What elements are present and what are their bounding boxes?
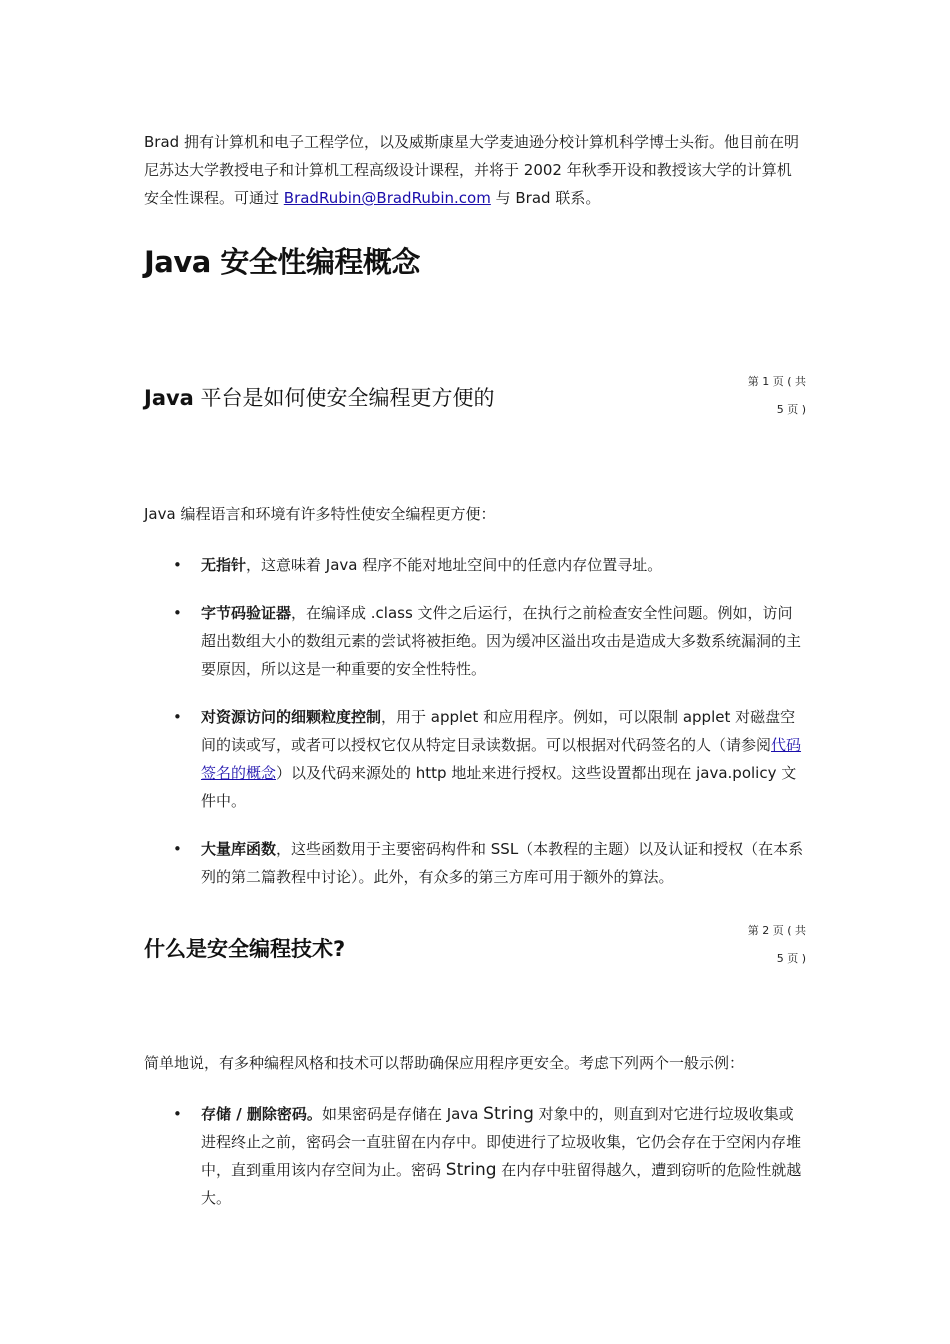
section-1-header bbox=[144, 368, 806, 428]
section-1-title-rest: 平台是如何使安全编程更方便的 bbox=[193, 386, 495, 410]
bullet-term: 无指针 bbox=[201, 556, 247, 574]
page-indicator-line2: 5 页 ) bbox=[776, 952, 806, 965]
bullet-text: ，用于 applet 和应用程序。例如，可以限制 applet 对磁盘空间的读或写，或者可以授权它仅从特定目录读数据。可以根据对代码签名的人（请参阅 bbox=[201, 708, 796, 754]
bullet-dot: • bbox=[173, 708, 182, 726]
page-indicator-line1: 第 2 页 ( 共 bbox=[747, 924, 806, 937]
page-indicator-line2: 5 页 ) bbox=[776, 403, 806, 416]
list-item bbox=[144, 551, 806, 579]
page-title: Java 安全性编程概念 bbox=[144, 245, 420, 279]
section-2-title: 什么是安全编程技术? bbox=[144, 937, 346, 961]
author-bio bbox=[144, 128, 806, 212]
bullet-dot: • bbox=[173, 1105, 182, 1123]
list-item bbox=[144, 599, 806, 683]
list-item bbox=[144, 1100, 806, 1212]
author-email-link[interactable]: BradRubin@BradRubin.com bbox=[283, 189, 491, 207]
section-2-lead: 简单地说，有多种编程风格和技术可以帮助确保应用程序更安全。考虑下列两个一般示例： bbox=[144, 1054, 745, 1072]
bullet-text: 对象中的，则直到对它进行垃圾收集或进程终止之前，密码会一直驻留在内存中。即使进行了垃圾收集，它仍会存在于空闲内存堆中，直到重用该内存空间为止。密码 bbox=[201, 1105, 802, 1179]
bullet-dot: • bbox=[173, 556, 182, 574]
bullet-text: ，在编译成 .class 文件之后运行，在执行之前检查安全性问题。例如，访问超出数组大小的数组元素的尝试将被拒绝。因为缓冲区溢出攻击是造成大多数系统漏洞的主要原因，所以这是一种重要的安全性特性。 bbox=[201, 604, 802, 678]
bullet-term: 大量库函数 bbox=[201, 840, 277, 858]
section-1-page-indicator bbox=[736, 368, 806, 424]
section-2-bullet-list bbox=[144, 1100, 806, 1232]
code-signing-link[interactable]: 代码签名的概念 bbox=[201, 736, 802, 782]
bullet-text: 如果密码是存储在 Java bbox=[321, 1105, 484, 1123]
code-string-2: String bbox=[445, 1160, 497, 1180]
bullet-dot: • bbox=[173, 840, 182, 858]
bullet-term: 字节码验证器 bbox=[201, 604, 292, 622]
bullet-dot: • bbox=[173, 604, 182, 622]
bullet-term: 存储 / 删除密码。 bbox=[201, 1105, 322, 1123]
section-1-bullet-list bbox=[144, 551, 806, 911]
list-item bbox=[144, 835, 806, 891]
page-indicator-line1: 第 1 页 ( 共 bbox=[747, 375, 806, 388]
section-2-page-indicator bbox=[736, 917, 806, 973]
code-string-1: String bbox=[483, 1104, 534, 1124]
section-2-header bbox=[144, 917, 806, 977]
section-1-title bbox=[144, 382, 495, 412]
section-1-lead: Java 编程语言和环境有许多特性使安全编程更方便： bbox=[144, 505, 496, 523]
bullet-text: ，这些函数用于主要密码构件和 SSL（本教程的主题）以及认证和授权（在本系列的第二篇教程中讨论）。此外，有众多的第三方库可用于额外的算法。 bbox=[201, 840, 804, 886]
bullet-text: ，这意味着 Java 程序不能对地址空间中的任意内存位置寻址。 bbox=[246, 556, 663, 574]
bio-text-2: 与 Brad 联系。 bbox=[490, 189, 601, 207]
list-item bbox=[144, 703, 806, 815]
bullet-term: 对资源访问的细颗粒度控制 bbox=[201, 708, 382, 726]
bullet-text: ）以及代码来源处的 http 地址来进行授权。这些设置都出现在 java.policy 文件中。 bbox=[201, 764, 797, 810]
section-1-title-bold: Java bbox=[144, 386, 194, 410]
bio-text-1: Brad 拥有计算机和电子工程学位，以及威斯康星大学麦迪逊分校计算机科学博士头衔。他目前在明尼苏达大学教授电子和计算机工程高级设计课程，并将于 2002 年秋季开设和教授该大学的计算机安全性课程。可通过 bbox=[144, 133, 799, 207]
bullet-text: 在内存中驻留得越久，遭到窃听的危险性就越大。 bbox=[201, 1161, 802, 1207]
